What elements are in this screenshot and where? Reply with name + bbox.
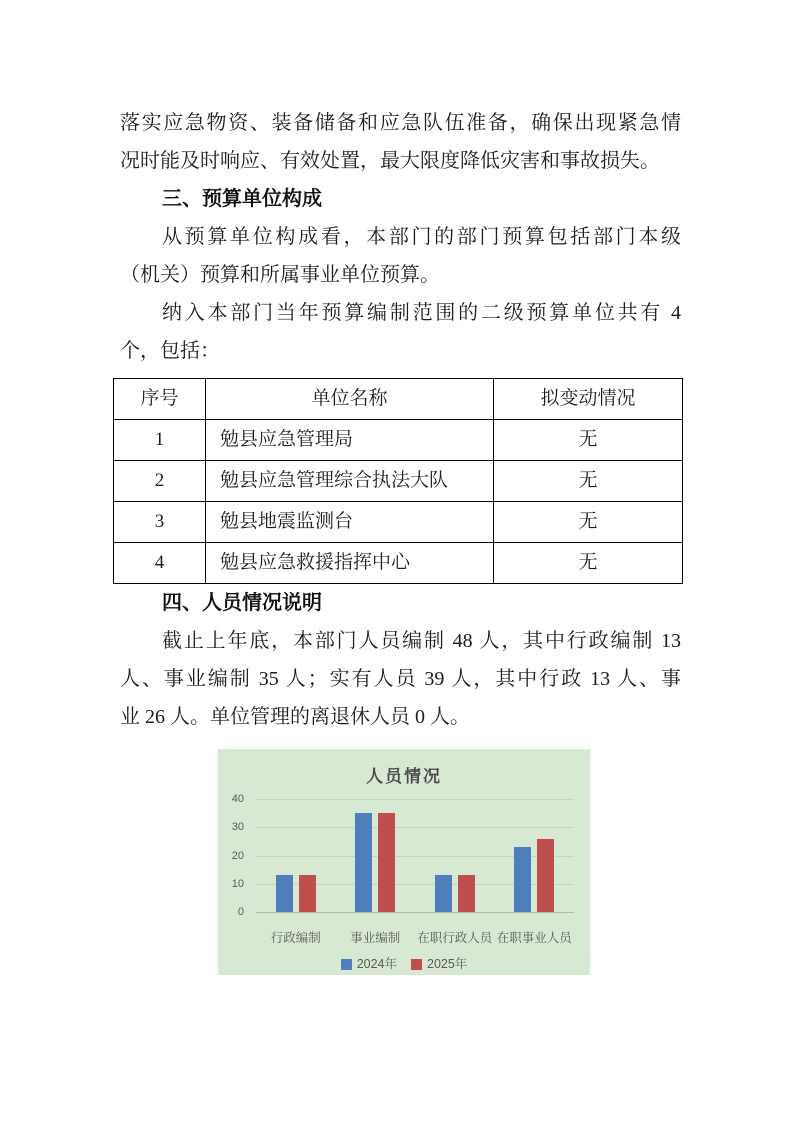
chart-y-axis xyxy=(218,793,250,918)
x-axis-category-label: 行政编制 xyxy=(270,931,321,945)
text-line: 落实应急物资、装备储备和应急队伍准备，确保出现紧急情 xyxy=(120,112,681,134)
chart-legend xyxy=(218,945,590,983)
table-cell: 无 xyxy=(494,502,683,543)
table-header-cell: 单位名称 xyxy=(206,379,494,420)
table-header-cell: 序号 xyxy=(114,379,206,420)
gridline xyxy=(256,912,574,913)
table-header-row xyxy=(114,379,683,420)
legend-item xyxy=(341,945,397,983)
bar-group xyxy=(495,799,575,912)
table-cell: 勉县应急救援指挥中心 xyxy=(206,543,494,584)
paragraph-budget-unit-count xyxy=(120,294,681,370)
table-cell: 2 xyxy=(114,461,206,502)
bar-2024年 xyxy=(435,875,452,912)
y-axis-tick-label: 10 xyxy=(231,877,244,890)
table-cell: 3 xyxy=(114,502,206,543)
text-line: 截止上年底，本部门人员编制 48 人，其中行政编制 13 xyxy=(162,630,681,652)
section-heading-personnel: 四、人员情况说明 xyxy=(162,592,322,614)
budget-units-table-body xyxy=(114,379,683,584)
x-axis-category-label: 在职事业人员 xyxy=(496,931,572,945)
section-heading-budget-units: 三、预算单位构成 xyxy=(162,188,322,210)
table-row xyxy=(114,543,683,584)
x-axis-category-label: 事业编制 xyxy=(350,931,401,945)
table-header-cell: 拟变动情况 xyxy=(494,379,683,420)
table-row xyxy=(114,461,683,502)
y-axis-tick-label: 40 xyxy=(231,793,244,805)
table-cell: 勉县应急管理综合执法大队 xyxy=(206,461,494,502)
table-cell: 无 xyxy=(494,420,683,461)
bar-group xyxy=(415,799,495,912)
paragraph-personnel-numbers xyxy=(120,622,681,736)
text-line: 人、事业编制 35 人；实有人员 39 人，其中行政 13 人、事 xyxy=(120,668,681,690)
legend-label: 2024年 xyxy=(356,957,397,971)
text-line: 纳入本部门当年预算编制范围的二级预算单位共有 4 xyxy=(162,302,681,324)
table-cell: 勉县应急管理局 xyxy=(206,420,494,461)
table-row xyxy=(114,420,683,461)
bar-2024年 xyxy=(514,847,531,912)
document-body xyxy=(120,104,681,975)
legend-item xyxy=(411,945,467,983)
bar-2024年 xyxy=(276,875,293,912)
budget-units-table xyxy=(113,378,683,584)
legend-swatch xyxy=(341,959,352,970)
bar-2025年 xyxy=(299,875,316,912)
legend-swatch xyxy=(411,959,422,970)
table-row xyxy=(114,502,683,543)
table-cell: 1 xyxy=(114,420,206,461)
text-line: 况时能及时响应、有效处置，最大限度降低灾害和事故损失。 xyxy=(120,150,660,172)
bar-2024年 xyxy=(355,813,372,912)
bar-2025年 xyxy=(537,839,554,912)
table-cell: 勉县地震监测台 xyxy=(206,502,494,543)
y-axis-tick-label: 0 xyxy=(237,906,244,918)
bar-2025年 xyxy=(378,813,395,912)
bar-2025年 xyxy=(458,875,475,912)
chart-bar-groups xyxy=(256,799,574,912)
chart-plot-area xyxy=(256,799,574,913)
text-line: 业 26 人。单位管理的离退休人员 0 人。 xyxy=(120,706,470,728)
table-cell: 4 xyxy=(114,543,206,584)
bar-group xyxy=(256,799,336,912)
table-cell: 无 xyxy=(494,461,683,502)
y-axis-tick-label: 30 xyxy=(231,821,244,834)
text-line: 从预算单位构成看，本部门的部门预算包括部门本级 xyxy=(162,226,681,248)
text-line: 个，包括： xyxy=(120,340,220,362)
chart-title: 人员情况 xyxy=(366,767,442,786)
y-axis-tick-label: 20 xyxy=(231,849,244,862)
bar-group xyxy=(336,799,416,912)
x-axis-category-label: 在职行政人员 xyxy=(417,931,493,945)
personnel-chart xyxy=(218,749,590,975)
paragraph-emergency-supplies xyxy=(120,104,681,180)
table-cell: 无 xyxy=(494,543,683,584)
paragraph-budget-composition xyxy=(120,218,681,294)
legend-label: 2025年 xyxy=(427,957,468,971)
text-line: （机关）预算和所属事业单位预算。 xyxy=(120,264,440,286)
